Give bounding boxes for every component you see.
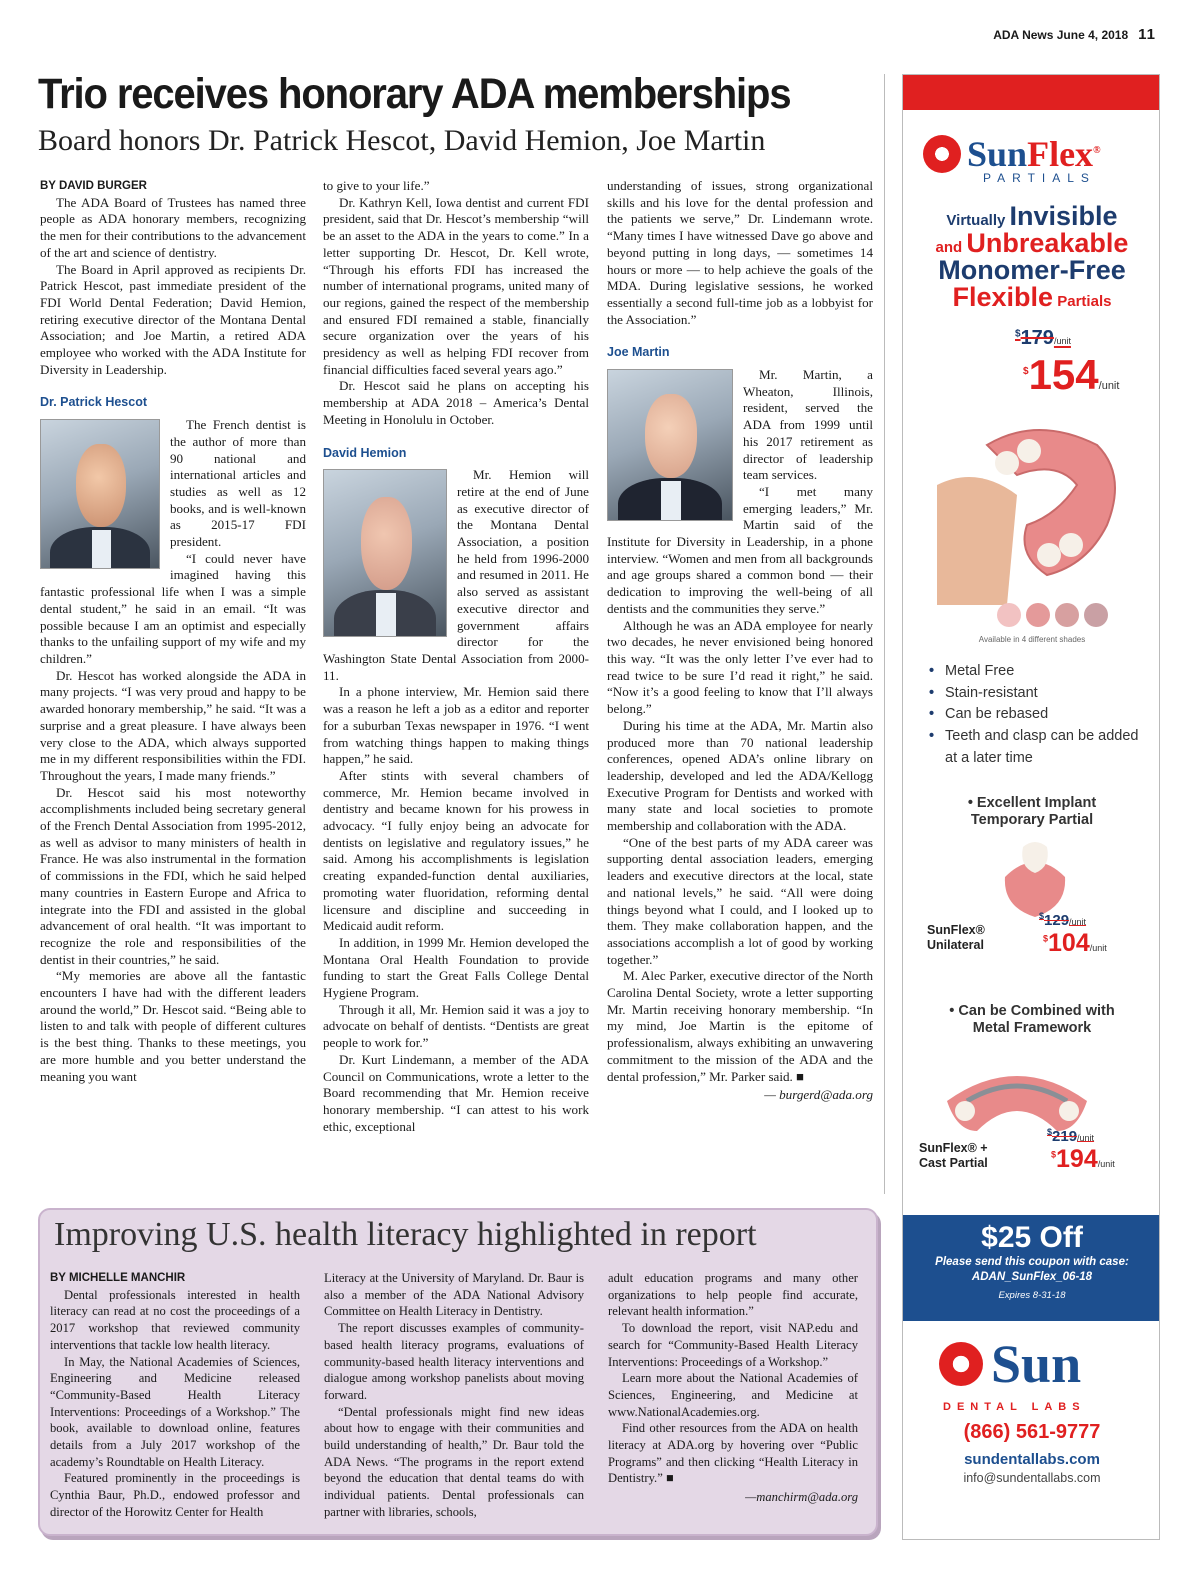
new-price: $154/unit [1023,351,1120,398]
hl-column-2 [324,1270,584,1532]
unilateral-new-price: $104/unit [1043,929,1107,957]
paragraph: Although he was an ADA employee for nearly two decades, he never envisioned being honored this way. “It was the only letter I’ve ever had to read twice to be sure I’d read it right,” he said. “Now it’s a good feeling to know that I’ll always belong.” [607,617,873,717]
cast-new-price: $194/unit [1051,1145,1115,1173]
subhead-hemion: David Hemion [323,445,407,460]
old-price: $179/unit [1015,327,1071,349]
column-rule [884,74,885,1194]
tag-unbreakable: Unbreakable [966,228,1129,258]
paragraph: In May, the National Academies of Sciences, Engineering and Medicine released “Community-Based Health Literacy Interventions: Proceedings of a Workshop.” The book, available to download online, features details from a July 2017 workshop of the academy’s Roundtable on Health Literacy. [50,1354,300,1469]
paragraph: Find other resources from the ADA on health literacy at ADA.org by hovering over “Public Programs” and then clicking “Health Literacy in Dentistry.” ■ [608,1421,858,1486]
denture-illustration [937,405,1137,605]
lab-name: Sun [991,1334,1082,1394]
hescot-photo [40,419,160,569]
martin-photo [607,369,733,521]
hl-signoff: —manchirm@ada.org [745,1490,858,1505]
article-column-1 [40,178,306,1188]
ad-tagline [903,203,1160,311]
shades-caption: Available in 4 different shades [978,635,1086,644]
subhead-martin: Joe Martin [607,345,670,360]
hemion-photo [323,469,447,637]
page-folio [993,26,1156,43]
shade-swatch [1055,603,1079,627]
paragraph: The report discusses examples of community-based health literacy programs, evaluations of community-based health literacy interventions and dialogue among workshop panelists about moving forward. [324,1321,584,1402]
paragraph: Through it all, Mr. Hemion said it was a joy to advocate on behalf of dentists. “Dentists are great people to work for.” [323,1001,589,1051]
paragraph: Featured prominently in the proceedings is Cynthia Baur, Ph.D., endowed professor and director of the Horowitz Center for Health [50,1471,300,1519]
feature-item: • Can be rebased [929,704,1149,726]
health-literacy-title: Improving U.S. health literacy highlighted in report [54,1216,757,1253]
brand-flex: Flex [1027,134,1094,174]
tag-flexible: Flexible [952,282,1054,312]
hl-column-1 [50,1270,300,1532]
paragraph: Dr. Hescot has worked alongside the ADA in many projects. “I was very proud and happy to be awarded honorary membership,” he said. “It was a surprise and a great pleasure. I have always been very close to the ADA, which always supported me in my different responsibilities within the FDI. Throughout the years, I made many friends.” [40,667,306,783]
paragraph: adult education programs and many other organizations to help people find accurate, relevant health information.” [608,1271,858,1319]
paragraph: After stints with several chambers of commerce, Mr. Hemion became involved in dentistry and became known for his prowess in advocacy. “I fully enjoy being an advocate for dentists on legislative and regulatory issues,” he said. Among his accomplishments is legislation creating expanded-function dental auxiliaries, promoting water fluoridation, reforming dental licensure and discipline and succeeding in Medicaid audit reform. [323,767,589,934]
cast-old-price: $219/unit [1047,1127,1095,1145]
paragraph: “My memories are above all the fantastic encounters I have had with the different leaders around the world,” Dr. Hescot said. “Being able to listen to and talk with people of different cultures is the best thing. Thanks to these meetings, you are more humble and you better understand the meaning you want [40,968,306,1084]
paragraph: “I could never have imagined having this fantastic professional life when I was a simple dental student,” he said in an email. “It was possible because I am an optimist and especially thanks to the unfailing support of my wife and my children.” [40,550,306,666]
hl-byline: BY MICHELLE MANCHIR [50,1272,186,1284]
coupon-text: Please send this coupon with case: [935,1256,1129,1268]
lab-phone: (866) 561-9777 [963,1421,1101,1443]
tag-monomer: Monomer-Free [938,255,1126,285]
brand-reg: ® [1093,145,1101,156]
article-byline: BY DAVID BURGER [40,180,147,192]
paragraph: Mr. Martin, a Wheaton, Illinois, resident, served the ADA from 1999 until his 2017 retirement as director of leadership team services. [743,367,873,483]
feature-item: • Stain-resistant [929,683,1149,705]
paragraph: Dr. Hescot said his most noteworthy accomplishments included being secretary general of the French Dental Association from 1995-2012, as well as advisor to many ministers of health in France. He was also instrumental in the formation of commissions in the FDI, which he said helped many countries in Eastern Europe and Africa to integrate into the FDI and assisted in the global advancement of oral health. “It was important to recognize the role and responsibilities of the dentist in their countries,” he said. [40,784,306,967]
brand-sun: Sun [967,134,1028,174]
health-literacy-box [38,1208,878,1536]
lab-email: info@sundentallabs.com [963,1471,1101,1485]
paragraph: “Dental professionals might find new ideas about how to engage with their communities and build understanding of health,” Dr. Baur told the ADA News. “The programs in the report extend beyond the education that dental teams do with individual patients. Dental professionals can partner with libraries, schools, [324,1404,584,1519]
paragraph: “One of the best parts of my ADA career was supporting dental association leaders, emerging leaders and executive directors at the local, state and national levels,” he said. “All were doing things beyond what I could, and I looked up to them. They make collaboration happen, and the associations accomplish a lot of good by working together.” [607,834,873,967]
sunflex-logo [923,133,1101,175]
paragraph: understanding of issues, strong organizational skills and his love for the dental profession and the patients we serve,” Dr. Lindemann wrote. “Many times I have witnessed Dave go above and beyond putting in long days, — sometimes 14 hours or more — to help achieve the goals of the MDA. During legislative sessions, he worked essentially a second full-time job as a lobbyist for the Association.” [607,178,873,327]
paragraph: Dental professionals interested in health literacy can read at no cost the proceedings of a 2017 workshop that reviewed community interventions that tackle low health literacy. [50,1287,300,1352]
ad-top-bar [903,75,1159,110]
paragraph: Learn more about the National Academies of Sciences, Engineering, and Medicine at www.NationalAcademies.org. [608,1371,858,1419]
paragraph: Dr. Kathryn Kell, Iowa dentist and current FDI president, said that Dr. Hescot’s membership “will be an asset to the ADA in the years to come.” In a letter supporting Dr. Hescot, Dr. Kell wrote, “Through his efforts FDI has increased the number of international programs, united many of our regions, gained the respect of the membership and ensured FDI remained a stable, financially secure organization over the years of his presidency as well as helping FDI recover from financial difficulties faced several years ago.” [323,194,589,377]
folio-text: ADA News June 4, 2018 [993,28,1129,42]
paragraph: M. Alec Parker, executive director of the North Carolina Dental Society, wrote a letter supporting Mr. Martin receiving honorary membership. “In my mind, Joe Martin is the epitome of professionalism, always exhibiting an unwavering commitment to the mission of the ADA and the dental profession,” Mr. Parker said. ■ [607,968,873,1084]
sunflex-advertisement [902,74,1160,1540]
paragraph: “I met many emerging leaders,” Mr. Martin said of the Institute for Diversity in Leadership, in a phone interview. “Women and men from all backgrounds and age groups shared a common bond — their dedication to improving the well-being of all dentists and the communities they serve.” [607,483,873,616]
paragraph: To download the report, visit NAP.edu and search for “Community-Based Health Literacy Interventions: Proceedings of a Workshop.” [608,1321,858,1369]
tag-invisible: Invisible [1009,201,1118,231]
article-deck: Board honors Dr. Patrick Hescot, David Hemion, Joe Martin [38,124,766,157]
subhead-hescot: Dr. Patrick Hescot [40,395,147,410]
tag-and: and [935,239,963,256]
paragraph: Dr. Hescot said he plans on accepting his membership at ADA 2018 – America’s Dental Meeting in Honolulu in October. [323,378,589,427]
paragraph: The French dentist is the author of more than 90 national and international articles and studies as well as 12 books, and is well-known as 2015-17 FDI president. [170,417,306,550]
shade-swatch [1084,603,1108,627]
shade-swatches [997,603,1108,627]
paragraph: to give to your life.” [323,178,430,193]
paragraph: Dr. Kurt Lindemann, a member of the ADA Council on Communications, wrote a letter to the Board recommending that Mr. Hemion receive honorary membership. “I can attest to his work ethic, exceptional [323,1051,589,1134]
feature-item: • Teeth and clasp can be added at a later time [929,726,1149,769]
coupon-banner [903,1215,1160,1321]
paragraph: The ADA Board of Trustees has named three people as ADA honorary members, recognizing the men for their contributions to the advancement of the art and science of dentistry. [40,194,306,260]
article-signoff: — burgerd@ada.org [764,1087,873,1103]
coupon-amount: $25 Off [981,1221,1083,1254]
shade-swatch [1026,603,1050,627]
cast-label: SunFlex® + Cast Partial [919,1141,988,1170]
article-column-3 [607,178,873,1188]
unilateral-old-price: $129/unit [1039,911,1087,929]
brand-subtitle: PARTIALS [983,171,1096,185]
page-number: 11 [1138,26,1156,43]
shade-swatch [997,603,1021,627]
paragraph: Literacy at the University of Maryland. Dr. Baur is also a member of the ADA National Advisory Committee on Health Literacy in Dentistry. [324,1271,584,1319]
paragraph: In addition, in 1999 Mr. Hemion developed the Montana Oral Health Foundation to provide funding to start the Great Falls College Dental Hygiene Program. [323,934,589,1001]
combined-title: • Can be Combined with Metal Framework [949,1003,1115,1036]
paragraph: In a phone interview, Mr. Hemion said there was a reason he left a job as a editor and reporter for a suburban Texas newspaper in 1976. “I went from watching things happen to making things happen,” he said. [323,684,589,767]
unilateral-label: SunFlex® Unilateral [927,923,985,952]
coupon-code: ADAN_SunFlex_06-18 [971,1271,1093,1283]
sun-burst-icon [923,135,961,173]
coupon-expiry: Expires 8-31-18 [998,1290,1066,1301]
implant-title: • Excellent Implant Temporary Partial [967,795,1097,828]
sun-burst-icon [939,1342,983,1386]
sun-dental-labs-logo [939,1334,1082,1394]
hl-column-3 [608,1270,858,1532]
tag-partials: Partials [1057,293,1112,310]
lab-website: sundentallabs.com [964,1451,1100,1468]
paragraph: Mr. Hemion will retire at the end of June as executive director of the Montana Dental Association, a position he held from 1996-2000 and resumed in 2011. He also served as assistant executive director and government affairs director for the Washington State Dental Association from 2000-11. [323,467,589,683]
paragraph: During his time at the ADA, Mr. Martin also produced more than 70 national leadership conferences, opened ADA’s online library on leadership, developed and led the ADA/Kellogg Executive Program for Dentists and worked with many state and local societies to promote membership and collaboration with the ADA. [607,717,873,834]
tag-virtually: Virtually [946,212,1006,229]
lab-subtitle: DENTAL LABS [943,1401,1086,1413]
feature-item: • Metal Free [929,661,1149,683]
paragraph: The Board in April approved as recipients Dr. Patrick Hescot, past immediate president of the FDI World Dental Federation; David Hemion, retiring executive director of the Montana Dental Association; and Joe Martin, a retired ADA employee who worked with the ADA Institute for Diversity in Leadership. [40,261,306,377]
feature-list [929,661,1149,770]
article-headline: Trio receives honorary ADA memberships [38,70,791,118]
article-column-2 [323,178,589,1188]
